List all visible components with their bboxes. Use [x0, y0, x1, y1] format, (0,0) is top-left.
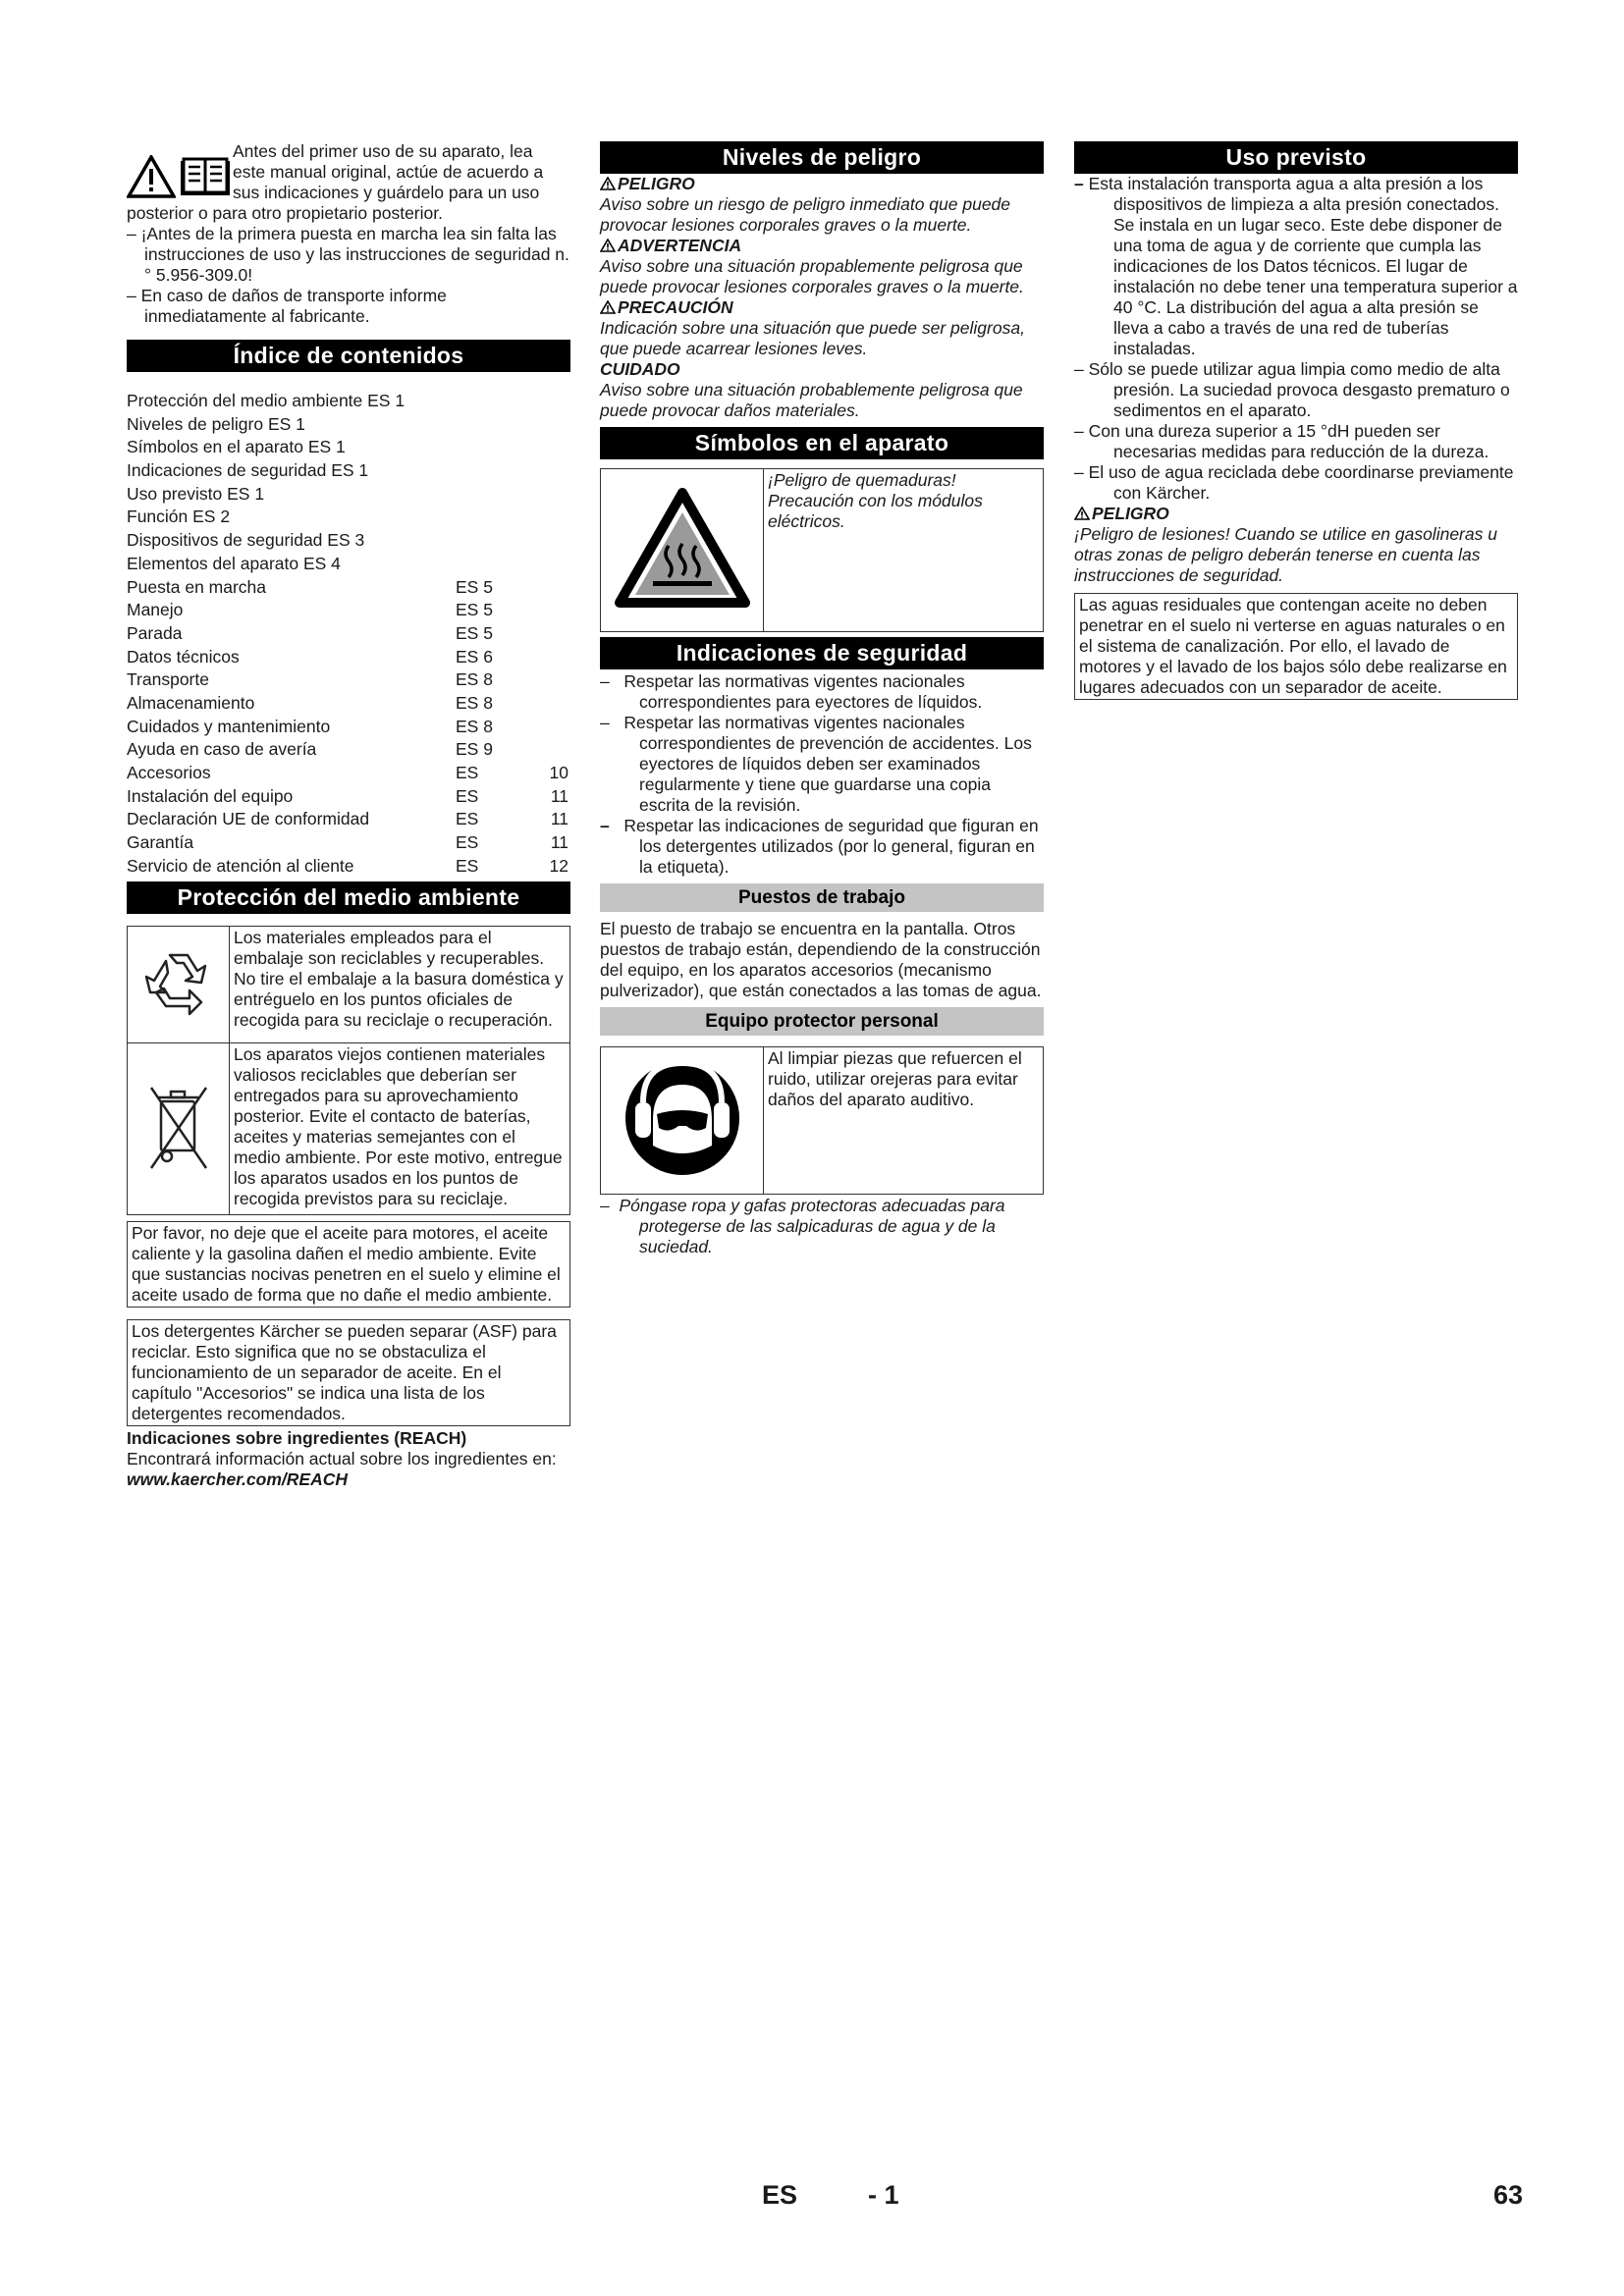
toc-item[interactable]: [127, 785, 570, 809]
danger-levels: [600, 174, 1044, 421]
toc-item-page: 11: [550, 809, 568, 829]
toc-item-section: ES: [456, 785, 479, 806]
toc-item[interactable]: [127, 529, 570, 553]
safety-bullet-1: – Respetar las normativas vigentes nacionales correspondientes para eyectores de líquidos.: [600, 671, 983, 712]
toc-item-title: Elementos del aparato ES 4: [127, 553, 341, 573]
toc-item-section: [456, 413, 514, 437]
toc-item[interactable]: [127, 576, 570, 600]
toc-item-section: ES 5: [456, 622, 493, 643]
toc-item-section: ES 8: [456, 669, 493, 690]
toc-item-title: Protección del medio ambiente ES 1: [127, 391, 406, 410]
ppe-table: [600, 1046, 1044, 1195]
symbols-heading: Símbolos en el aparato: [600, 427, 1044, 459]
use-peligro-text: ¡Peligro de lesiones! Cuando se utilice en gasolineras u otras zonas de peligro deberán tenerse en cuenta las instrucciones de seguridad.: [1074, 524, 1497, 585]
toc-item-title: Ayuda en caso de avería: [127, 739, 317, 760]
danger-cuidado-label: CUIDADO: [600, 359, 680, 379]
toc-item-section: ES 8: [456, 716, 493, 736]
intro-line-3: sus indicaciones y guárdelo para un uso: [233, 183, 540, 202]
env-asf-box: Los detergentes Kärcher se pueden separar (ASF) para reciclar. Esto significa que no se obstaculiza el funcionamiento de un separador de aceite. En el capítulo "Accesorios" se indica una lista de los detergentes recomendados.: [127, 1319, 570, 1426]
toc-item[interactable]: [127, 553, 570, 576]
column-left: [127, 141, 570, 1490]
intro-bullet-1: – ¡Antes de la primera puesta en marcha lea sin falta las instrucciones de uso y las instrucciones de seguridad n.° 5.956-309.0!: [127, 224, 569, 285]
symbols-table: [600, 468, 1044, 632]
toc-item-title: Indicaciones de seguridad ES 1: [127, 460, 369, 481]
hot-surface-icon: [614, 487, 751, 609]
toc-item-page: [514, 576, 570, 600]
reach-text: Encontrará información actual sobre los ingredientes en:: [127, 1449, 557, 1469]
toc-item[interactable]: [127, 692, 570, 716]
reach-title: Indicaciones sobre ingredientes (REACH): [127, 1428, 467, 1449]
warning-triangle-icon: [1074, 507, 1090, 520]
footer-language: ES: [762, 2180, 798, 2210]
toc-item-page: [514, 599, 570, 622]
use-bullet-3: – Con una dureza superior a 15 °dH pueden ser necesarias medidas para reducción de la dureza.: [1074, 421, 1489, 461]
toc-item-page: [514, 506, 570, 529]
toc-item-section: ES: [456, 855, 479, 876]
workplace-heading: Puestos de trabajo: [600, 883, 1044, 912]
toc-item-section: ES 5: [456, 576, 493, 597]
toc-item[interactable]: [127, 855, 570, 879]
symbols-hot-text: ¡Peligro de quemaduras! Precaución con los módulos eléctricos.: [764, 469, 1044, 632]
use-heading: Uso previsto: [1074, 141, 1518, 174]
toc-item[interactable]: [127, 716, 570, 739]
use-bullet-4: – El uso de agua reciclada debe coordinarse previamente con Kärcher.: [1074, 462, 1514, 503]
toc-item-title: Manejo: [127, 600, 184, 620]
toc-item-title: Declaración UE de conformidad: [127, 809, 370, 829]
safety-bullet-2: – Respetar las normativas vigentes nacionales correspondientes de prevención de accidentes. Los eyectores de líquidos deben ser examinados regularmente y tiene que guardarse una copia escrita de la revisión.: [600, 713, 1032, 815]
use-waste-box: Las aguas residuales que contengan aceite no deben penetrar en el suelo ni verterse en aguas naturales o en el sistema de canalización. Por ello, el lavado de motores y el lavado de los bajos sólo debe realizarse en lugares adecuados con un separador de aceite.: [1074, 593, 1518, 700]
toc-item-section: ES 9: [456, 739, 493, 760]
toc-item-section: ES 8: [456, 692, 493, 713]
env-symbol-table: [127, 926, 570, 1215]
toc-item[interactable]: [127, 646, 570, 669]
toc-item[interactable]: [127, 506, 570, 529]
toc-item[interactable]: [127, 459, 570, 483]
toc-item-page: [514, 738, 570, 762]
toc-item-title: Transporte: [127, 669, 209, 690]
toc-item[interactable]: [127, 483, 570, 507]
danger-heading: Niveles de peligro: [600, 141, 1044, 174]
toc-item-section: [456, 506, 514, 529]
toc-item-title: Almacenamiento: [127, 692, 255, 713]
toc-item-title: Función ES 2: [127, 507, 231, 527]
workplace-text: El puesto de trabajo se encuentra en la pantalla. Otros puestos de trabajo están, dependiendo de la construcción del equipo, en los aparatos accesorios (mecanismo pulverizador), que están conectados a las tomas de agua.: [600, 919, 1042, 1000]
intro-block: [127, 141, 570, 327]
toc-item[interactable]: [127, 762, 570, 785]
toc-item-title: Datos técnicos: [127, 646, 240, 667]
intro-line-2: este manual original, actúe de acuerdo a: [233, 162, 544, 182]
toc-item[interactable]: [127, 668, 570, 692]
toc-item-page: [514, 529, 570, 553]
toc-item-page: [514, 483, 570, 507]
warning-triangle-icon: [127, 155, 176, 198]
toc-item[interactable]: [127, 831, 570, 855]
toc-item-page: [514, 716, 570, 739]
toc-item-page: [514, 390, 570, 413]
toc-item-section: [456, 553, 514, 576]
toc-item-title: Niveles de peligro ES 1: [127, 413, 305, 434]
toc-item-section: ES: [456, 809, 479, 829]
danger-advertencia-label: ADVERTENCIA: [600, 236, 1044, 256]
toc-list: [127, 390, 570, 878]
toc-item-page: [514, 459, 570, 483]
column-middle: [600, 141, 1044, 1257]
toc-item-page: [514, 622, 570, 646]
use-bullet-1: – Esta instalación transporta agua a alta presión a los dispositivos de limpieza a alta presión conectados. Se instala en un lugar seco. Este debe disponer de una toma de agua y de corriente que cumpla las indicaciones de los Datos técnicos. El lugar de instalación no debe tener una temperatura superior a 40 °C. La distribución del agua a alta presión se lleva a cabo a través de una red de tuberías instaladas.: [1074, 174, 1518, 358]
toc-item-title: Símbolos en el aparato ES 1: [127, 437, 346, 457]
danger-precaucion-label: PRECAUCIÓN: [600, 297, 1044, 318]
toc-item-title: Instalación del equipo: [127, 785, 294, 806]
ppe-row: [601, 1047, 1044, 1195]
env-weee-row: [128, 1043, 570, 1215]
env-heading: Protección del medio ambiente: [127, 881, 570, 914]
reach-link[interactable]: www.kaercher.com/REACH: [127, 1469, 348, 1490]
toc-item-section: [456, 436, 514, 459]
toc-item-title: Accesorios: [127, 763, 211, 782]
warning-triangle-icon: [600, 300, 616, 314]
toc-item-page: 10: [549, 763, 568, 782]
toc-item-section: ES 5: [456, 600, 493, 620]
manual-book-icon: [180, 153, 231, 196]
ppe-note: – Póngase ropa y gafas protectoras adecuadas para protegerse de las salpicaduras de agua y de la suciedad.: [600, 1196, 1005, 1256]
ear-eye-protection-icon: [623, 1059, 741, 1177]
footer-section-number: - 1: [868, 2180, 899, 2210]
safety-bullet-3: – Respetar las indicaciones de seguridad que figuran en los detergentes utilizados (por lo general, figuran en la etiqueta).: [600, 816, 1039, 877]
toc-item-page: [514, 553, 570, 576]
toc-item[interactable]: [127, 390, 570, 413]
warning-triangle-icon: [600, 239, 616, 252]
toc-item[interactable]: [127, 808, 570, 831]
toc-item-page: 11: [550, 832, 568, 853]
ppe-text: Al limpiar piezas que refuercen el ruido, utilizar orejeras para evitar daños del aparato auditivo.: [764, 1047, 1044, 1195]
intro-icons: [127, 141, 233, 202]
toc-item-title: Dispositivos de seguridad ES 3: [127, 530, 365, 551]
danger-cuidado-text: Aviso sobre una situación probablemente peligrosa que puede provocar daños materiales.: [600, 380, 1023, 420]
env-recycle-row: [128, 927, 570, 1043]
toc-item[interactable]: [127, 738, 570, 762]
toc-item[interactable]: [127, 413, 570, 437]
env-oil-box: Por favor, no deje que el aceite para motores, el aceite caliente y la gasolina dañen el medio ambiente. Evite que sustancias nocivas penetren en el suelo y elimine el aceite usado de forma que no dañe el medio ambiente.: [127, 1221, 570, 1308]
toc-item-section: ES 6: [456, 646, 493, 667]
warning-triangle-icon: [600, 177, 616, 190]
toc-item-section: [456, 529, 514, 553]
intro-line-1: Antes del primer uso de su aparato, lea: [233, 141, 533, 161]
toc-item-section: ES: [456, 763, 479, 782]
toc-item-page: 12: [549, 855, 568, 876]
recycle-icon: [140, 947, 217, 1018]
toc-item-title: Puesta en marcha: [127, 576, 267, 597]
toc-item-page: [514, 692, 570, 716]
safety-heading: Indicaciones de seguridad: [600, 637, 1044, 669]
toc-item-page: [514, 646, 570, 669]
intro-line-cont: posterior o para otro propietario posterior.: [127, 203, 443, 223]
toc-item-page: [514, 668, 570, 692]
danger-advertencia-text: Aviso sobre una situación propablemente peligrosa que puede provocar lesiones corporales graves o la muerte.: [600, 256, 1024, 296]
footer-page-number: 63: [1493, 2180, 1524, 2210]
toc-item[interactable]: [127, 436, 570, 459]
toc-item-title: Cuidados y mantenimiento: [127, 716, 331, 736]
danger-peligro-label: PELIGRO: [600, 174, 1044, 194]
toc-item-section: ES: [456, 832, 479, 853]
ppe-heading: Equipo protector personal: [600, 1007, 1044, 1036]
safety-list: [600, 671, 1044, 878]
env-weee-text: Los aparatos viejos contienen materiales valiosos reciclables que deberían ser entregados para su aprovechamiento posterior. Evite el contacto de baterías, aceites y materias semejantes con el medio ambiente. Por este motivo, entregue los aparatos usados en los puntos de recogida previstos para su reciclaje.: [230, 1043, 570, 1215]
toc-item-title: Parada: [127, 622, 183, 643]
toc-item-section: [456, 483, 514, 507]
env-recycle-text: Los materiales empleados para el embalaje son reciclables y recuperables. No tire el embalaje a la basura doméstica y entréguelo en los puntos oficiales de recogida para su reciclaje o recuperación.: [230, 927, 570, 1043]
use-bullet-2: – Sólo se puede utilizar agua limpia como medio de alta presión. La suciedad provoca desgasto prematuro o sedimentos en el aparato.: [1074, 359, 1510, 420]
toc-item[interactable]: [127, 599, 570, 622]
toc-item-page: [514, 413, 570, 437]
toc-item-section: [456, 390, 514, 413]
toc-item[interactable]: [127, 622, 570, 646]
use-peligro-label: PELIGRO: [1074, 504, 1518, 524]
crossed-bin-icon: [147, 1080, 210, 1174]
toc-item-title: Garantía: [127, 832, 194, 853]
toc-item-title: Uso previsto ES 1: [127, 483, 265, 504]
intro-bullet-2: – En caso de daños de transporte informe inmediatamente al fabricante.: [127, 286, 447, 326]
symbols-hot-row: [601, 469, 1044, 632]
toc-item-section: [456, 459, 514, 483]
column-right: [1074, 141, 1518, 700]
danger-precaucion-text: Indicación sobre una situación que puede ser peligrosa, que puede acarrear lesiones leves.: [600, 318, 1025, 358]
toc-heading: Índice de contenidos: [127, 340, 570, 372]
danger-peligro-text: Aviso sobre un riesgo de peligro inmediato que puede provocar lesiones corporales graves o la muerte.: [600, 194, 1011, 235]
use-list: [1074, 174, 1518, 504]
toc-item-page: [514, 436, 570, 459]
toc-item-page: 11: [550, 785, 568, 806]
toc-item-title: Servicio de atención al cliente: [127, 855, 354, 876]
